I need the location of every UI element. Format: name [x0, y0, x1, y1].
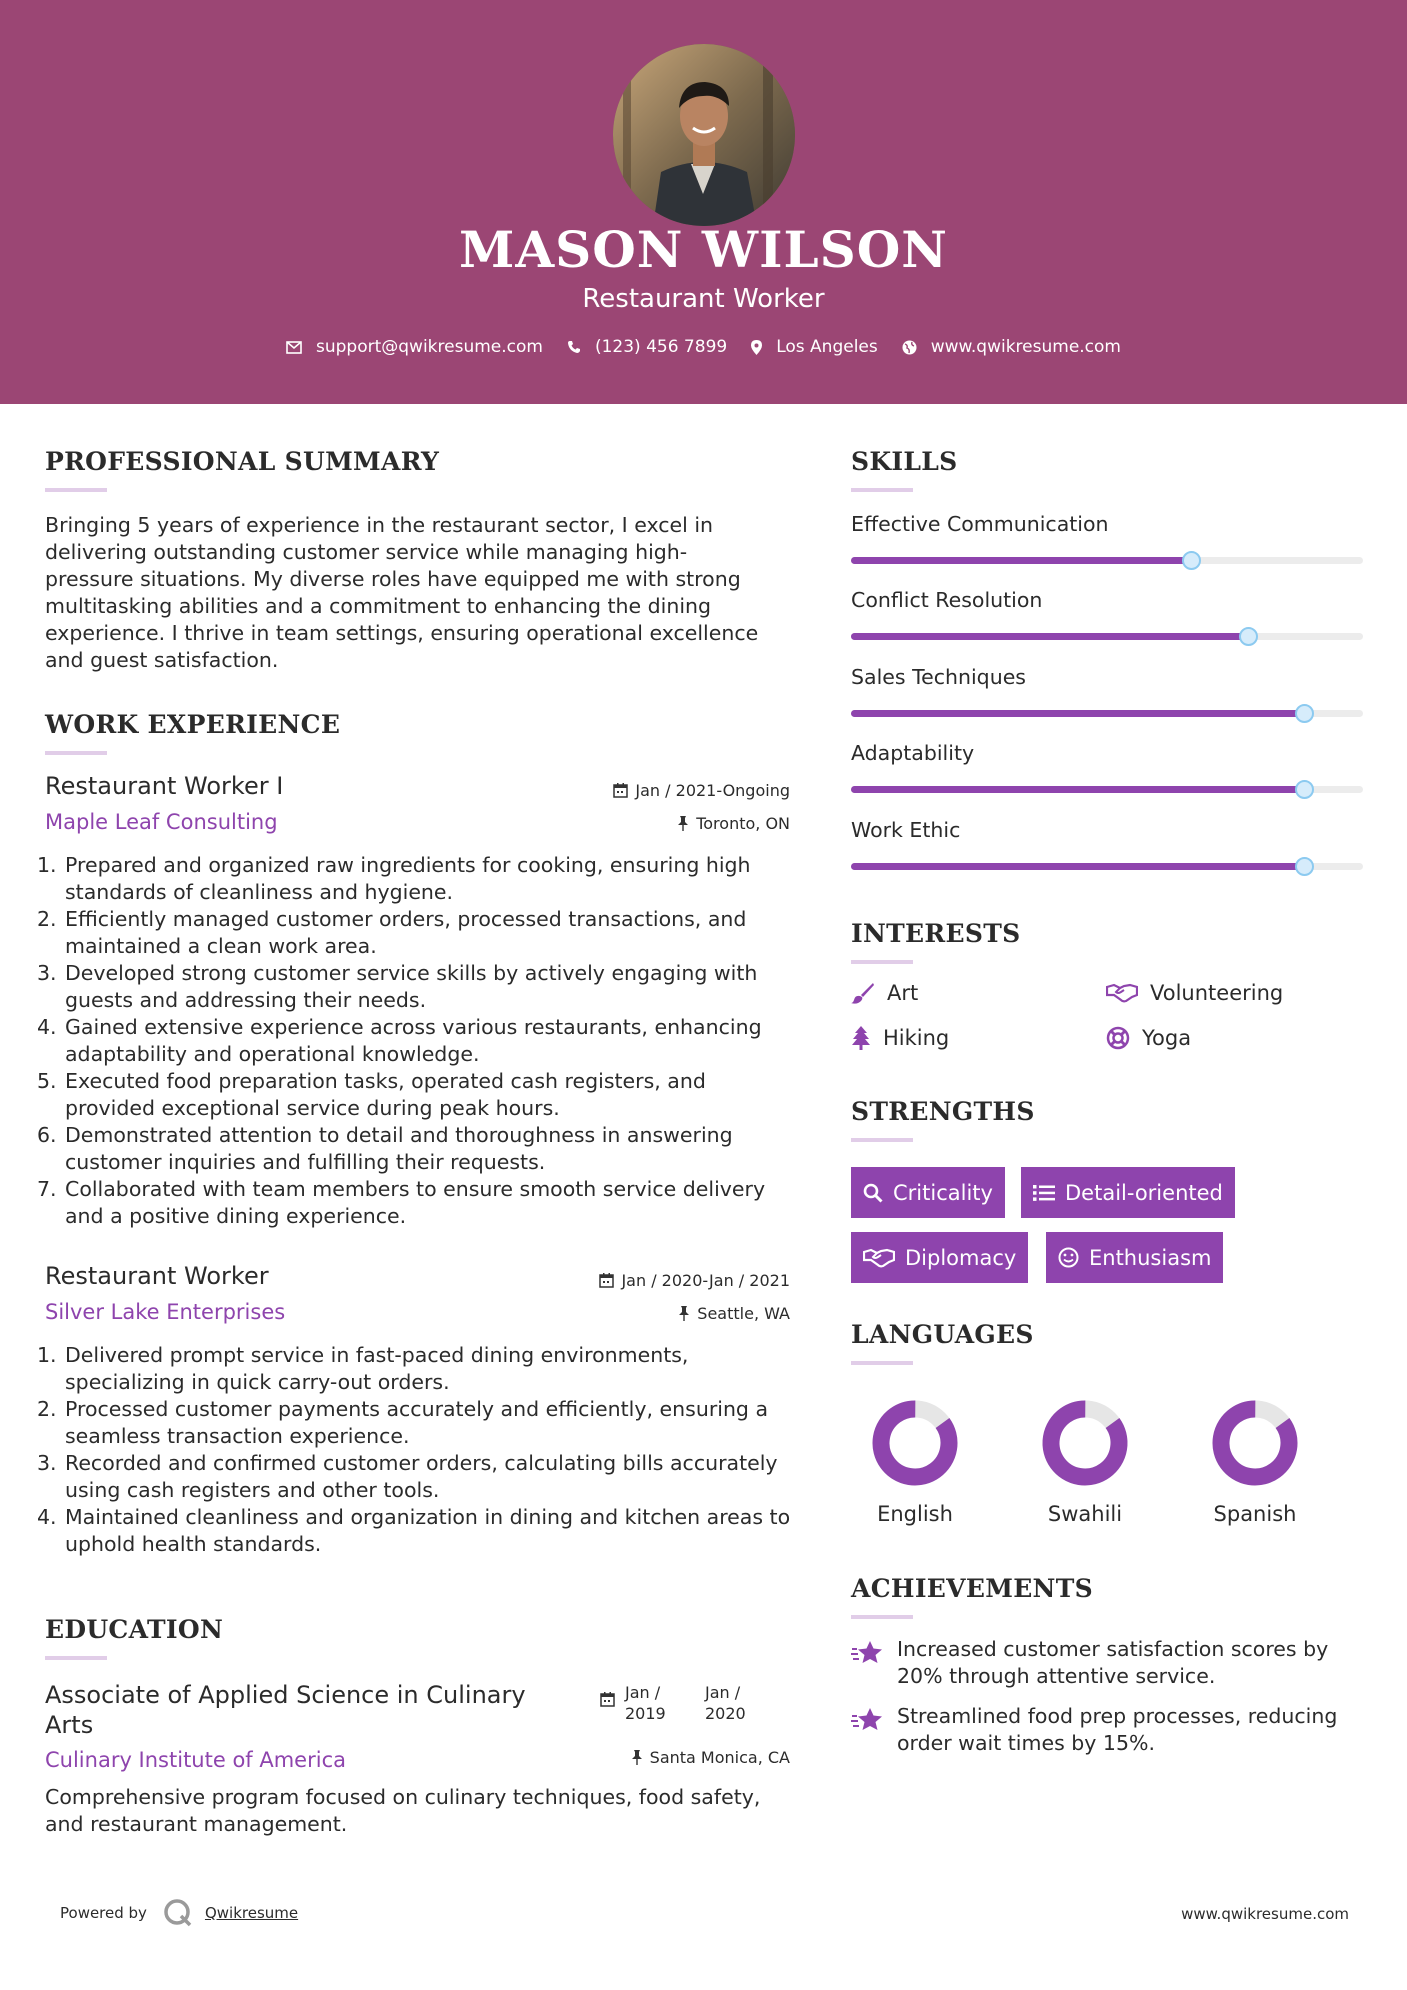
footer-brand-link[interactable]: Qwikresume	[204, 1904, 299, 1922]
star-badge-icon	[851, 1707, 885, 1733]
list-item: 7. Collaborated with team members to ensure smooth service delivery and a positive dining experience.	[37, 1177, 766, 1228]
skill-bar	[851, 633, 1363, 640]
education-end: Jan / 2020	[705, 1683, 746, 1723]
skill-bar	[851, 786, 1363, 793]
skill-bar	[851, 557, 1363, 564]
skill-bar-knob	[1239, 627, 1258, 646]
phone-icon	[567, 340, 581, 354]
skill-label: Adaptability	[851, 741, 975, 765]
candidate-name: MASON WILSON	[459, 220, 948, 279]
footer-powered-by	[60, 1898, 298, 1928]
calendar-icon	[613, 783, 628, 798]
achievement-item: Streamlined food prep processes, reducing order wait times by 15%.	[851, 1703, 1371, 1757]
company-name: Maple Leaf Consulting	[45, 810, 278, 834]
strength-chip: Enthusiasm	[1046, 1232, 1223, 1283]
interest-item: Yoga	[1106, 1026, 1191, 1050]
skill-bar-fill	[851, 710, 1304, 717]
summary-rule	[45, 488, 107, 492]
envelope-icon	[286, 341, 302, 354]
experience-heading: WORK EXPERIENCE	[45, 710, 341, 739]
job-location	[460, 1304, 790, 1323]
pushpin-icon	[677, 816, 689, 831]
lifering-icon	[1106, 1026, 1130, 1050]
list-item: 1. Prepared and organized raw ingredients for cooking, ensuring high standards of cleanliness and hygiene.	[37, 853, 751, 904]
skill-label: Conflict Resolution	[851, 588, 1043, 612]
school-name: Culinary Institute of America	[45, 1748, 346, 1772]
skill-bar-fill	[851, 786, 1304, 793]
handshake-icon	[863, 1248, 895, 1268]
interest-item: Art	[851, 981, 918, 1005]
contact-location	[751, 337, 878, 357]
skill-bar-fill	[851, 557, 1191, 564]
language-donut-english	[860, 1393, 970, 1503]
education-description: Comprehensive program focused on culinary techniques, food safety, and restaurant management.	[45, 1785, 761, 1836]
job-title: Restaurant Worker	[45, 1262, 269, 1290]
experience-rule	[45, 751, 107, 755]
degree-line-1: Associate of Applied Science in Culinary	[45, 1681, 526, 1709]
job-dates	[460, 1271, 790, 1290]
contact-bar	[0, 337, 1407, 357]
summary-heading: PROFESSIONAL SUMMARY	[45, 447, 440, 476]
list-item: 3. Developed strong customer service skills by actively engaging with guests and addressing their needs.	[37, 961, 758, 1012]
map-pin-icon	[751, 340, 762, 355]
achievements-heading: ACHIEVEMENTS	[851, 1574, 1093, 1603]
list-item: 6. Demonstrated attention to detail and thoroughness in answering customer inquiries and fulfilling their requests.	[37, 1123, 733, 1174]
email-text: support@qwikresume.com	[316, 337, 543, 357]
skill-bar-knob	[1295, 857, 1314, 876]
strength-chip: Diplomacy	[851, 1232, 1028, 1283]
languages-heading: LANGUAGES	[851, 1320, 1034, 1349]
pushpin-icon	[631, 1750, 643, 1765]
contact-phone[interactable]	[567, 337, 727, 357]
skill-bar-knob	[1295, 704, 1314, 723]
calendar-icon	[600, 1692, 615, 1707]
donut-arc	[1038, 1396, 1133, 1491]
skill-bar-fill	[851, 633, 1248, 640]
skills-rule	[851, 488, 913, 492]
paintbrush-icon	[851, 982, 875, 1004]
language-label: English	[877, 1502, 953, 1526]
education-heading: EDUCATION	[45, 1615, 224, 1644]
footer-website[interactable]: www.qwikresume.com	[1181, 1905, 1349, 1923]
job-location	[460, 814, 790, 833]
location-text: Los Angeles	[776, 337, 878, 357]
language-donut-spanish	[1200, 1393, 1310, 1503]
language-donut-swahili	[1030, 1393, 1140, 1503]
contact-email[interactable]	[286, 337, 543, 357]
list-item: 4. Maintained cleanliness and organization in dining and kitchen areas to uphold health standards.	[37, 1505, 791, 1556]
education-location	[460, 1748, 790, 1767]
list-item: 4. Gained extensive experience across various restaurants, enhancing adaptability and operational knowledge.	[37, 1015, 762, 1066]
languages-rule	[851, 1361, 913, 1365]
skill-bar-knob	[1295, 780, 1314, 799]
summary-text: Bringing 5 years of experience in the restaurant sector, I excel in delivering outstanding customer service while managing high-pressure situations. My diverse roles have equipped me with strong multitasking abilities and a commitment to enhancing the dining experience. I thrive in team settings, ensuring operational excellence and guest satisfaction.	[45, 513, 759, 672]
handshake-icon	[1106, 983, 1138, 1003]
skill-bar	[851, 710, 1363, 717]
search-icon	[863, 1183, 883, 1203]
resume-header	[0, 0, 1407, 404]
donut-arc	[868, 1396, 963, 1491]
list-icon	[1033, 1184, 1055, 1202]
degree-line-2: Arts	[45, 1711, 94, 1739]
strength-chip: Detail-oriented	[1021, 1167, 1235, 1218]
skill-label: Effective Communication	[851, 512, 1109, 536]
education-rule	[45, 1656, 107, 1660]
star-badge-icon	[851, 1640, 885, 1666]
skills-heading: SKILLS	[851, 447, 958, 476]
list-item: 1. Delivered prompt service in fast-paced dining environments, specializing in quick carry-out orders.	[37, 1343, 689, 1394]
strengths-heading: STRENGTHS	[851, 1097, 1035, 1126]
strengths-rule	[851, 1138, 913, 1142]
job-bullets	[37, 852, 797, 1230]
job-bullets	[37, 1342, 797, 1558]
list-item: 2. Efficiently managed customer orders, processed transactions, and maintained a clean work area.	[37, 907, 747, 958]
job-dates-text: Jan / 2021-Ongoing	[635, 781, 790, 800]
interest-item: Hiking	[851, 1026, 949, 1050]
list-item: 2. Processed customer payments accurately and efficiently, ensuring a seamless transaction experience.	[37, 1397, 769, 1448]
education-location-text: Santa Monica, CA	[649, 1748, 790, 1767]
powered-by-text: Powered by	[60, 1904, 147, 1922]
skill-bar	[851, 863, 1363, 870]
globe-icon	[902, 340, 917, 355]
language-label: Swahili	[1047, 1502, 1123, 1526]
qwikresume-logo-icon	[163, 1898, 193, 1928]
achievement-item: Increased customer satisfaction scores by 20% through attentive service.	[851, 1636, 1371, 1690]
skill-label: Work Ethic	[851, 818, 961, 842]
job-dates-text: Jan / 2020-Jan / 2021	[621, 1271, 790, 1290]
list-item: 3. Recorded and confirmed customer orders, calculating bills accurately using cash registers and other tools.	[37, 1451, 778, 1502]
pushpin-icon	[678, 1306, 690, 1321]
contact-website[interactable]	[902, 337, 1121, 357]
candidate-title: Restaurant Worker	[582, 284, 825, 314]
education-dates	[600, 1682, 746, 1724]
donut-arc	[1208, 1396, 1303, 1491]
interests-rule	[851, 960, 913, 964]
skill-bar-fill	[851, 863, 1304, 870]
language-label: Spanish	[1213, 1502, 1297, 1526]
skill-bar-knob	[1182, 551, 1201, 570]
education-start: Jan / 2019	[625, 1683, 666, 1723]
job-location-text: Seattle, WA	[697, 1304, 790, 1323]
interests-heading: INTERESTS	[851, 919, 1021, 948]
skill-label: Sales Techniques	[851, 665, 1026, 689]
degree-title	[45, 1680, 526, 1740]
calendar-icon	[599, 1273, 614, 1288]
achievements-rule	[851, 1615, 913, 1619]
job-dates	[460, 781, 790, 800]
smile-icon	[1058, 1247, 1079, 1268]
tree-icon	[851, 1026, 871, 1050]
interest-item: Volunteering	[1106, 981, 1283, 1005]
list-item: 5. Executed food preparation tasks, operated cash registers, and provided exceptional service during peak hours.	[37, 1069, 706, 1120]
phone-text: (123) 456 7899	[594, 337, 728, 357]
profile-photo	[613, 44, 795, 226]
job-title: Restaurant Worker I	[45, 772, 284, 800]
strength-chip: Criticality	[851, 1167, 1005, 1218]
website-text: www.qwikresume.com	[930, 337, 1121, 357]
company-name: Silver Lake Enterprises	[45, 1300, 286, 1324]
job-location-text: Toronto, ON	[696, 814, 790, 833]
